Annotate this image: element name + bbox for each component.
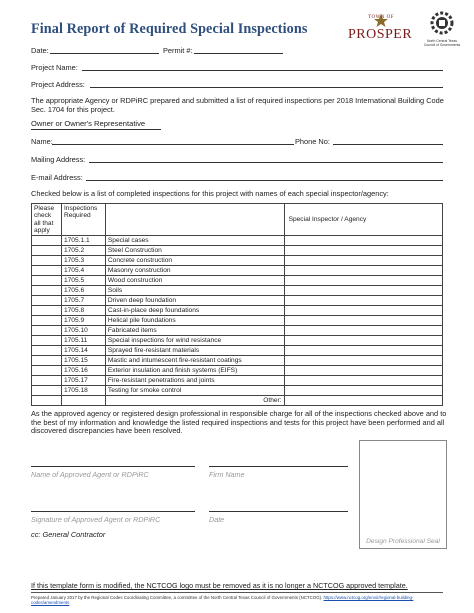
header-agency: Special Inspector / Agency bbox=[284, 204, 442, 236]
prosper-logo bbox=[346, 13, 416, 47]
check-cell[interactable] bbox=[32, 316, 62, 326]
check-cell[interactable] bbox=[32, 286, 62, 296]
name-input[interactable] bbox=[52, 144, 294, 145]
table-row bbox=[32, 376, 443, 386]
description-cell: Wood construction bbox=[105, 276, 284, 286]
cc-general-contractor: cc: General Contractor bbox=[31, 530, 106, 539]
footer-divider bbox=[31, 592, 443, 593]
check-cell[interactable] bbox=[32, 346, 62, 356]
code-cell: 1705.8 bbox=[61, 306, 105, 316]
description-cell: Exterior insulation and finish systems (EIFS) bbox=[105, 366, 284, 376]
table-row bbox=[32, 286, 443, 296]
gear-icon bbox=[428, 9, 456, 37]
phone-label: Phone No: bbox=[295, 137, 330, 146]
code-cell: 1705.16 bbox=[61, 366, 105, 376]
table-row bbox=[32, 246, 443, 256]
code-cell: 1705.11 bbox=[61, 336, 105, 346]
agency-cell[interactable] bbox=[284, 266, 442, 276]
check-cell[interactable] bbox=[32, 396, 62, 406]
inspections-table bbox=[31, 203, 443, 406]
code-cell: 1705.9 bbox=[61, 316, 105, 326]
description-cell: Cast-in-place deep foundations bbox=[105, 306, 284, 316]
project-name-label: Project Name: bbox=[31, 63, 78, 72]
table-row bbox=[32, 266, 443, 276]
check-cell[interactable] bbox=[32, 236, 62, 246]
code-cell: 1705.3 bbox=[61, 256, 105, 266]
email-address-label: E-mail Address: bbox=[31, 173, 83, 182]
code-cell: 1705.15 bbox=[61, 356, 105, 366]
permit-input[interactable] bbox=[194, 53, 283, 54]
check-cell[interactable] bbox=[32, 326, 62, 336]
approved-agent-name-label: Name of Approved Agent or RDPiRC bbox=[31, 470, 149, 479]
description-cell: Fire-resistant penetrations and joints bbox=[105, 376, 284, 386]
phone-input[interactable] bbox=[333, 144, 443, 145]
description-cell: Driven deep foundation bbox=[105, 296, 284, 306]
check-cell[interactable] bbox=[32, 386, 62, 396]
description-cell: Concrete construction bbox=[105, 256, 284, 266]
nctcog-line1: North Central Texas bbox=[427, 39, 457, 43]
signature-input[interactable] bbox=[31, 511, 195, 512]
agency-cell[interactable] bbox=[284, 246, 442, 256]
certification-paragraph: As the approved agency or registered design professional in responsible charge for all of the inspections checked above and to the best of my information and knowledge the listed required inspections and tests for this project have been performed and all discovered discrepancies have been resolved. bbox=[31, 409, 447, 436]
footer-link[interactable]: https://www.nctcog.org/envir/regional-building-codes/amendments bbox=[31, 595, 414, 606]
signature-date-label: Date bbox=[209, 515, 225, 524]
prosper-logo-town: TOWN OF bbox=[368, 15, 395, 20]
agency-cell[interactable] bbox=[284, 346, 442, 356]
project-name-input[interactable] bbox=[82, 70, 443, 71]
check-cell[interactable] bbox=[32, 266, 62, 276]
nctcog-line2: Council of Governments bbox=[423, 43, 461, 47]
header-description bbox=[105, 204, 284, 236]
footer-prepared bbox=[31, 595, 447, 606]
agency-cell[interactable] bbox=[284, 396, 442, 406]
table-row bbox=[32, 276, 443, 286]
footer-note: If this template form is modified, the NCTCOG logo must be removed as it is no longer a NCTCOG approved template. bbox=[31, 581, 408, 590]
description-cell: Fabricated items bbox=[105, 326, 284, 336]
table-row bbox=[32, 296, 443, 306]
code-cell: 1705.4 bbox=[61, 266, 105, 276]
description-cell: Testing for smoke control bbox=[105, 386, 284, 396]
approved-agent-name-input[interactable] bbox=[31, 466, 195, 467]
nctcog-logo bbox=[418, 9, 466, 51]
header-required: Inspections Required bbox=[61, 204, 105, 236]
table-row bbox=[32, 366, 443, 376]
owner-heading-underline bbox=[31, 129, 161, 130]
agency-cell[interactable] bbox=[284, 306, 442, 316]
agency-cell[interactable] bbox=[284, 336, 442, 346]
check-cell[interactable] bbox=[32, 256, 62, 266]
agency-cell[interactable] bbox=[284, 236, 442, 246]
table-row bbox=[32, 256, 443, 266]
signature-date-input[interactable] bbox=[209, 511, 348, 512]
date-label: Date: bbox=[31, 46, 49, 55]
firm-name-input[interactable] bbox=[209, 466, 348, 467]
agency-cell[interactable] bbox=[284, 296, 442, 306]
code-cell: 1705.6 bbox=[61, 286, 105, 296]
mailing-address-label: Mailing Address: bbox=[31, 155, 86, 164]
checked-paragraph: Checked below is a list of completed inspections for this project with names of each special inspector/agency: bbox=[31, 189, 389, 198]
page-title: Final Report of Required Special Inspections bbox=[31, 21, 308, 37]
prosper-logo-name: PROSPER bbox=[348, 27, 413, 42]
table-row bbox=[32, 306, 443, 316]
description-cell: Helical pile foundations bbox=[105, 316, 284, 326]
table-row bbox=[32, 356, 443, 366]
code-cell: 1705.14 bbox=[61, 346, 105, 356]
agency-cell[interactable] bbox=[284, 286, 442, 296]
table-row bbox=[32, 336, 443, 346]
firm-name-label: Firm Name bbox=[209, 470, 245, 479]
code-cell: 1705.17 bbox=[61, 376, 105, 386]
description-cell: Steel Construction bbox=[105, 246, 284, 256]
code-cell: 1705.1.1 bbox=[61, 236, 105, 246]
signature-label: Signature of Approved Agent or RDPiRC bbox=[31, 515, 161, 524]
description-cell: Mastic and intumescent fire-resistant coatings bbox=[105, 356, 284, 366]
description-cell: Masonry construction bbox=[105, 266, 284, 276]
agency-cell[interactable] bbox=[284, 256, 442, 266]
date-input[interactable] bbox=[50, 53, 159, 54]
description-cell: Soils bbox=[105, 286, 284, 296]
agency-cell[interactable] bbox=[284, 376, 442, 386]
code-cell bbox=[61, 396, 105, 406]
code-cell: 1705.10 bbox=[61, 326, 105, 336]
table-row bbox=[32, 236, 443, 246]
description-cell: Special cases bbox=[105, 236, 284, 246]
check-cell[interactable] bbox=[32, 366, 62, 376]
description-cell: Sprayed fire-resistant materials bbox=[105, 346, 284, 356]
table-row bbox=[32, 326, 443, 336]
table-row bbox=[32, 346, 443, 356]
check-cell[interactable] bbox=[32, 306, 62, 316]
project-address-label: Project Address: bbox=[31, 80, 85, 89]
project-address-input[interactable] bbox=[90, 87, 443, 88]
check-cell[interactable] bbox=[32, 336, 62, 346]
header-check: Please check all that apply bbox=[32, 204, 62, 236]
agency-cell[interactable] bbox=[284, 276, 442, 286]
check-cell[interactable] bbox=[32, 376, 62, 386]
mailing-address-input[interactable] bbox=[89, 162, 443, 163]
agency-cell[interactable] bbox=[284, 386, 442, 396]
agency-cell[interactable] bbox=[284, 366, 442, 376]
seal-label: Design Professional Seal bbox=[366, 538, 440, 545]
table-header-row bbox=[32, 204, 443, 236]
name-label: Name: bbox=[31, 137, 53, 146]
check-cell[interactable] bbox=[32, 276, 62, 286]
code-cell: 1705.2 bbox=[61, 246, 105, 256]
table-row bbox=[32, 316, 443, 326]
check-cell[interactable] bbox=[32, 296, 62, 306]
table-row bbox=[32, 386, 443, 396]
footer-prepared-text: Prepared January 2017 by the Regional Codes Coordinating Committee, a committee of the North Central Texas Council of Governments (NCTCOG). bbox=[31, 595, 323, 600]
design-professional-seal-box[interactable] bbox=[359, 440, 447, 549]
agency-cell[interactable] bbox=[284, 316, 442, 326]
description-cell: Special inspections for wind resistance bbox=[105, 336, 284, 346]
agency-cell[interactable] bbox=[284, 356, 442, 366]
description-cell: Other: bbox=[105, 396, 284, 406]
email-address-input[interactable] bbox=[86, 180, 443, 181]
agency-cell[interactable] bbox=[284, 326, 442, 336]
permit-label: Permit #: bbox=[163, 46, 193, 55]
check-cell[interactable] bbox=[32, 356, 62, 366]
code-cell: 1705.5 bbox=[61, 276, 105, 286]
code-cell: 1705.18 bbox=[61, 386, 105, 396]
owner-heading: Owner or Owner's Representative bbox=[31, 119, 146, 128]
code-cell: 1705.7 bbox=[61, 296, 105, 306]
intro-paragraph: The appropriate Agency or RDPiRC prepared and submitted a list of required inspections per 2018 International Building Code Sec. 1704 for this project. bbox=[31, 96, 444, 114]
table-row bbox=[32, 396, 443, 406]
check-cell[interactable] bbox=[32, 246, 62, 256]
